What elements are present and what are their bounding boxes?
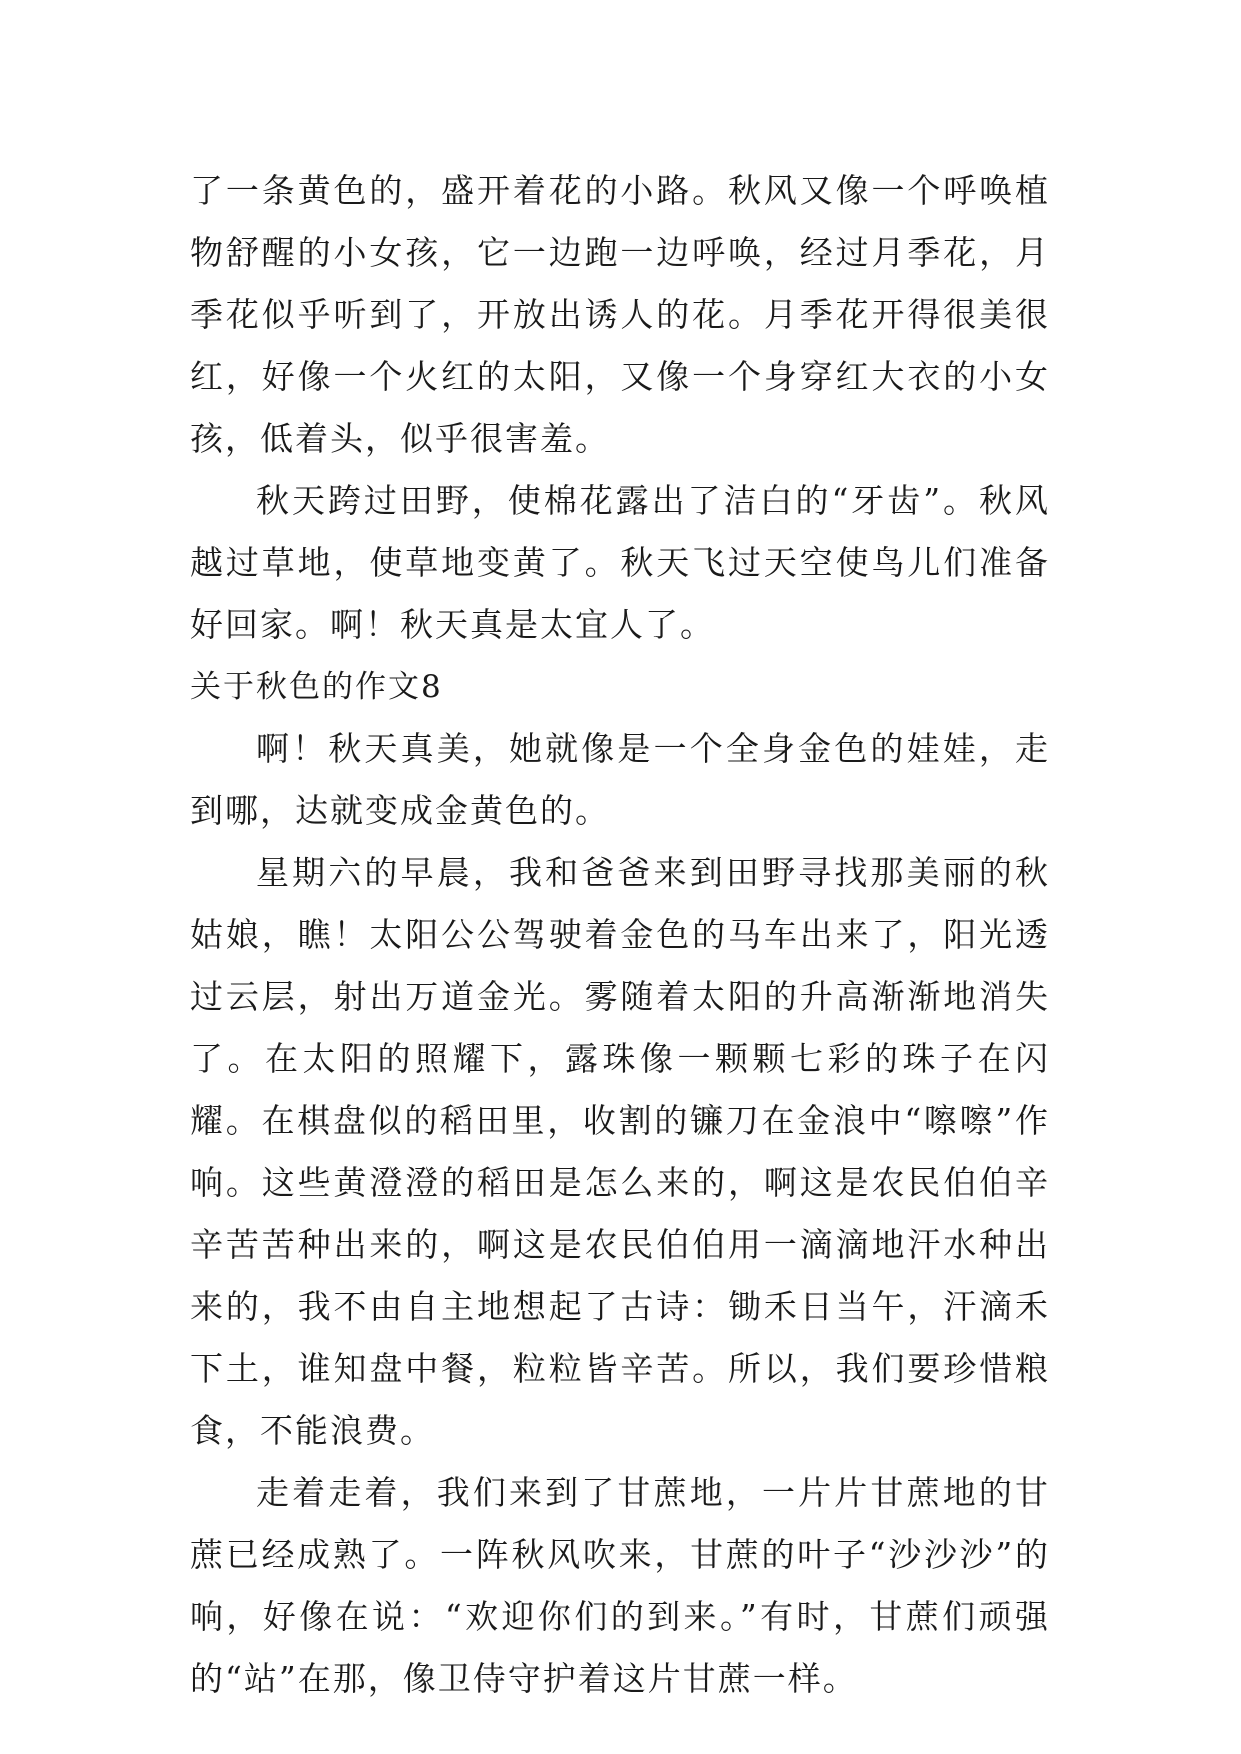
- paragraph-golden-doll: 啊！秋天真美，她就像是一个全身金色的娃娃，走到哪，达就变成金黄色的。: [190, 729, 1050, 830]
- paragraph-flowers: 了一条黄色的，盛开着花的小路。秋风又像一个呼唤植物舒醒的小女孩，它一边跑一边呼唤，经过月季花，月季花似乎听到了，开放出诱人的花。月季花开得很美很红，好像一个火红的太阳，又像一个身穿红大衣的小女孩，低着头，似乎很害羞。: [190, 171, 1050, 458]
- paragraph-fields: 秋天跨过田野，使棉花露出了洁白的“牙齿”。秋风越过草地，使草地变黄了。秋天飞过天空使鸟儿们准备好回家。啊！秋天真是太宜人了。: [190, 481, 1050, 644]
- essay-title: 关于秋色的作文8: [190, 669, 443, 705]
- document-body: [190, 160, 1050, 1710]
- paragraph-sugarcane: 走着走着，我们来到了甘蔗地，一片片甘蔗地的甘蔗已经成熟了。一阵秋风吹来，甘蔗的叶子“沙沙沙”的响，好像在说：“欢迎你们的到来。”有时，甘蔗们顽强的“站”在那，像卫侍守护着这片甘蔗一样。: [190, 1473, 1050, 1698]
- paragraph-saturday-morning: 星期六的早晨，我和爸爸来到田野寻找那美丽的秋姑娘，瞧！太阳公公驾驶着金色的马车出来了，阳光透过云层，射出万道金光。雾随着太阳的升高渐渐地消失了。在太阳的照耀下，露珠像一颗颗七彩的珠子在闪耀。在棋盘似的稻田里，收割的镰刀在金浪中“嚓嚓”作响。这些黄澄澄的稻田是怎么来的，啊这是农民伯伯辛辛苦苦种出来的，啊这是农民伯伯用一滴滴地汗水种出来的，我不由自主地想起了古诗：锄禾日当午，汗滴禾下土，谁知盘中餐，粒粒皆辛苦。所以，我们要珍惜粮食，不能浪费。: [190, 853, 1050, 1450]
